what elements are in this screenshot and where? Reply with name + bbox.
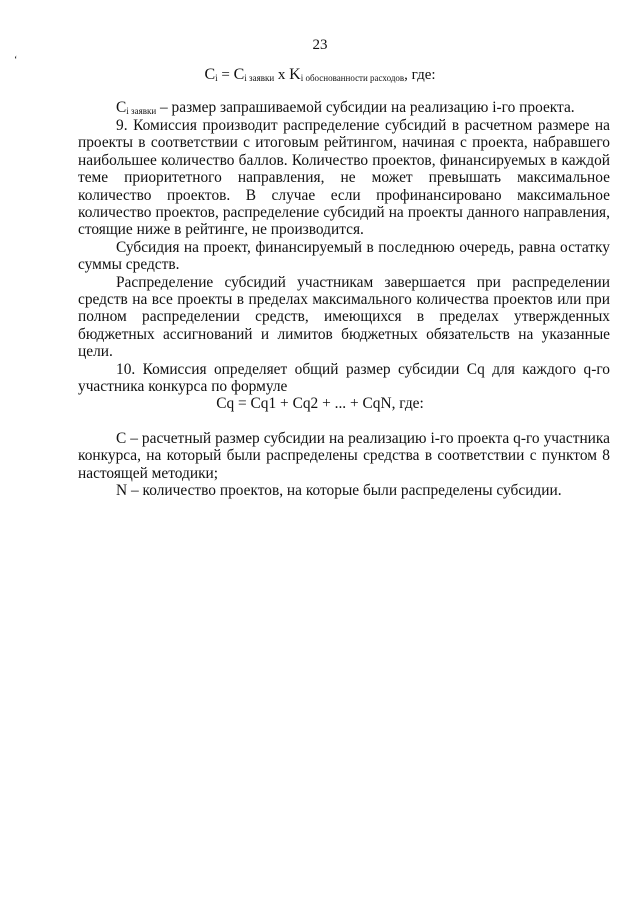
definition-ci-symbol: C [116, 99, 127, 116]
definition-ci-text: – размер запрашиваемой субсидии на реализацию i-го проекта. [156, 99, 575, 116]
page-number: 23 [312, 37, 328, 53]
formula-ci-lhs: C [204, 66, 216, 83]
formula-ci-c-sub: i заявки [244, 73, 275, 83]
formula-ci [0, 66, 640, 87]
body-section-b [78, 430, 610, 500]
formula-cq: Cq = Cq1 + Cq2 + ... + CqN, где: [216, 395, 424, 412]
formula-ci-k: K [289, 66, 301, 83]
paragraph-item-9: 9. Комиссия производит распределение субсидий в расчетном размере на проекты в соответствии с итоговым рейтингом, начиная с проекта, набравшего наибольшее количество баллов. Количество проектов, финансируемых в каждой теме приоритетного направления, не может превышать максимальное количество проектов. В случае если профинансировано максимальное количество проектов, распределение субсидий на проекты данного направления, стоящие ниже в рейтинге, не производится. [78, 117, 610, 239]
formula-ci-eq: = [217, 67, 234, 83]
paragraph-def-n: N – количество проектов, на которые были распределены субсидии. [116, 482, 562, 500]
definition-ci-symbol-sub: i заявки [126, 106, 157, 116]
paragraph-last-subsidy: Субсидия на проект, финансируемый в последнюю очередь, равна остатку суммы средств. [78, 238, 610, 274]
paragraph-distribution-end: Распределение субсидий участникам завершается при распределении средств на все проекты в пределах максимального количества проектов или при полном распределении средств, имеющихся в пределах утвержденных бюджетных ассигнований и лимитов бюджетных обязательств на указанные цели. [78, 273, 610, 361]
body-section-a [78, 117, 610, 396]
formula-ci-times: x [274, 67, 290, 83]
formula-ci-k-sub: i обоснованности расходов [300, 73, 405, 83]
formula-ci-lhs-sub: i [215, 73, 218, 83]
margin-mark: ‘ [14, 55, 18, 66]
paragraph-def-c: C – расчетный размер субсидии на реализацию i-го проекта q-го участника конкурса, на который были распределены средства в соответствии с пунктом 8 настоящей методики; [78, 430, 610, 482]
formula-ci-tail: , где: [404, 67, 436, 83]
formula-ci-c: C [233, 66, 245, 83]
paragraph-item-10: 10. Комиссия определяет общий размер субсидии Cq для каждого q-го участника конкурса по формуле [78, 360, 610, 396]
